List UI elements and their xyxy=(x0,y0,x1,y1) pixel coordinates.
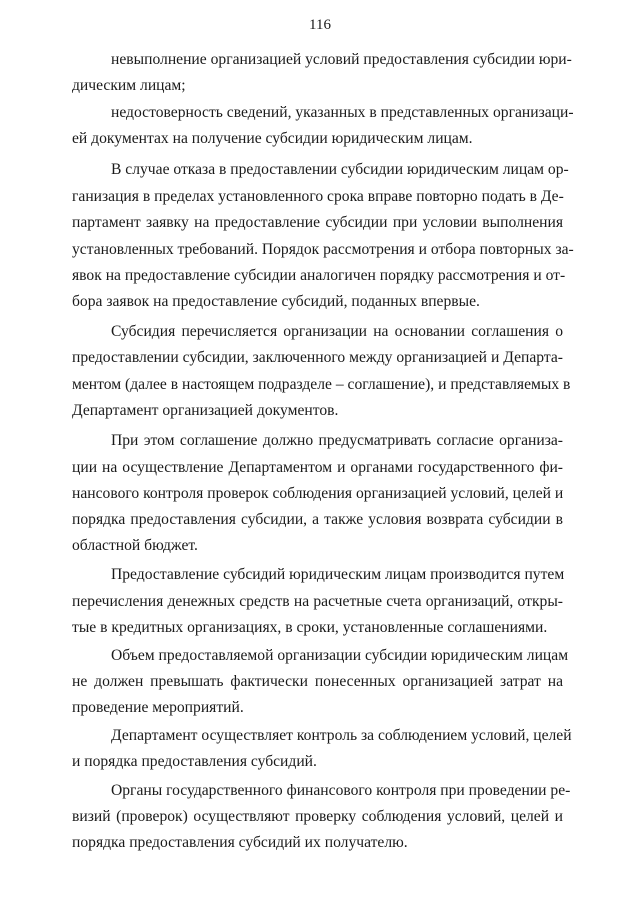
text-line: явок на предоставление субсидии аналогичен порядку рассмотрения и от- xyxy=(72,267,566,284)
text-line: дическим лицам; xyxy=(72,77,186,94)
text-line: предоставлении субсидии, заключенного между организацией и Департа- xyxy=(72,349,563,366)
text-line: ей документах на получение субсидии юридическим лицам. xyxy=(72,130,473,147)
text-line: не должен превышать фактически понесенных организацией затрат на xyxy=(72,673,563,690)
text-line: ганизация в пределах установленного срока вправе повторно подать в Де- xyxy=(72,188,564,205)
text-line: Органы государственного финансового контроля при проведении ре- xyxy=(111,782,571,799)
text-line: Субсидия перечисляется организации на основании соглашения о xyxy=(111,323,563,340)
text-line: Департамент осуществляет контроль за соблюдением условий, целей xyxy=(111,727,572,744)
text-line: партамент заявку на предоставление субсидии при условии выполнения xyxy=(72,214,563,231)
text-line: визий (проверок) осуществляют проверку соблюдения условий, целей и xyxy=(72,808,563,825)
page-number: 116 xyxy=(309,17,331,33)
text-line: порядка предоставления субсидий их получателю. xyxy=(72,834,408,851)
text-line: Объем предоставляемой организации субсидии юридическим лицам xyxy=(111,647,569,664)
text-line: При этом соглашение должно предусматривать согласие организа- xyxy=(111,432,563,449)
text-line: ментом (далее в настоящем подразделе – соглашение), и представляемых в xyxy=(72,376,571,393)
text-line: проведение мероприятий. xyxy=(72,699,244,716)
text-line: Департамент организацией документов. xyxy=(72,402,339,419)
text-line: ции на осуществление Департаментом и органами государственного фи- xyxy=(72,459,563,476)
text-line: перечисления денежных средств на расчетные счета организаций, откры- xyxy=(72,593,563,610)
text-line: Предоставление субсидий юридическим лицам производится путем xyxy=(111,566,565,583)
text-line: бора заявок на предоставление субсидий, поданных впервые. xyxy=(72,293,480,310)
text-line: порядка предоставления субсидии, а также условия возврата субсидии в xyxy=(72,511,563,528)
text-line: и порядка предоставления субсидий. xyxy=(72,753,317,770)
text-line: областной бюджет. xyxy=(72,537,198,554)
text-line: В случае отказа в предоставлении субсидии юридическим лицам ор- xyxy=(111,161,569,178)
text-line: нансового контроля проверок соблюдения организацией условий, целей и xyxy=(72,485,564,502)
text-line: невыполнение организацией условий предоставления субсидии юри- xyxy=(111,51,572,68)
text-line: тые в кредитных организациях, в сроки, установленные соглашениями. xyxy=(72,619,548,636)
text-line: установленных требований. Порядок рассмотрения и отбора повторных за- xyxy=(72,241,574,258)
text-line: недостоверность сведений, указанных в представленных организаци- xyxy=(111,104,574,121)
